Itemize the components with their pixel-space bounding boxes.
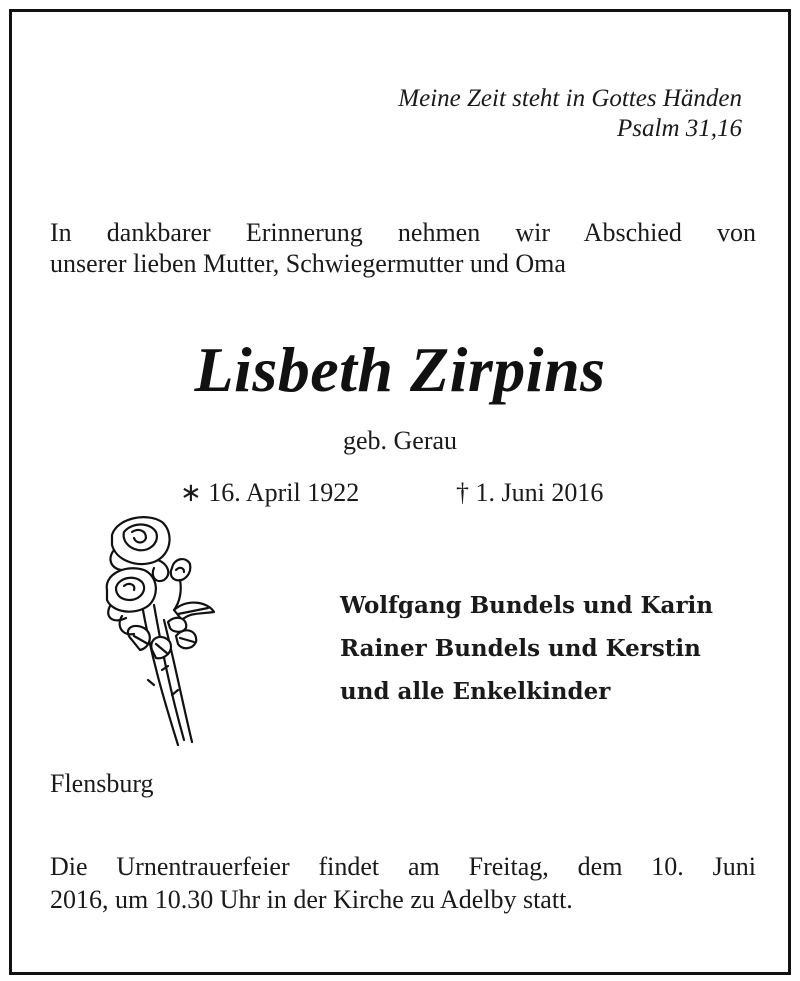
bible-verse [398,84,742,144]
place-name: Flensburg [50,769,154,798]
mourner-line: Wolfgang Bundels und Karin [340,592,714,619]
deceased-name: Lisbeth Zirpins [194,334,606,405]
obituary-frame [9,9,791,975]
mourner-line: und alle Enkelkinder [340,678,611,705]
birth-date: ∗ 16. April 1922 [180,478,360,507]
rose-icon [92,510,232,750]
intro-text [50,217,756,279]
funeral-service-notice [50,850,756,916]
maiden-name: geb. Gerau [342,426,458,455]
verse-reference: Psalm 31,16 [617,115,742,142]
service-line-1: Die Urnentrauerfeier findet am Freitag, dem 10. Juni [50,852,756,881]
verse-text: Meine Zeit steht in Gottes Händen [398,85,742,112]
mourners-list [340,584,713,713]
mourner-line: Rainer Bundels und Kerstin [340,635,701,662]
service-line-2: 2016, um 10.30 Uhr in der Kirche zu Adelby statt. [50,885,573,914]
death-date: † 1. Juni 2016 [456,478,604,507]
intro-line-2: unserer lieben Mutter, Schwiegermutter und Oma [50,249,566,278]
intro-line-1: In dankbarer Erinnerung nehmen wir Abschied von [50,218,756,247]
